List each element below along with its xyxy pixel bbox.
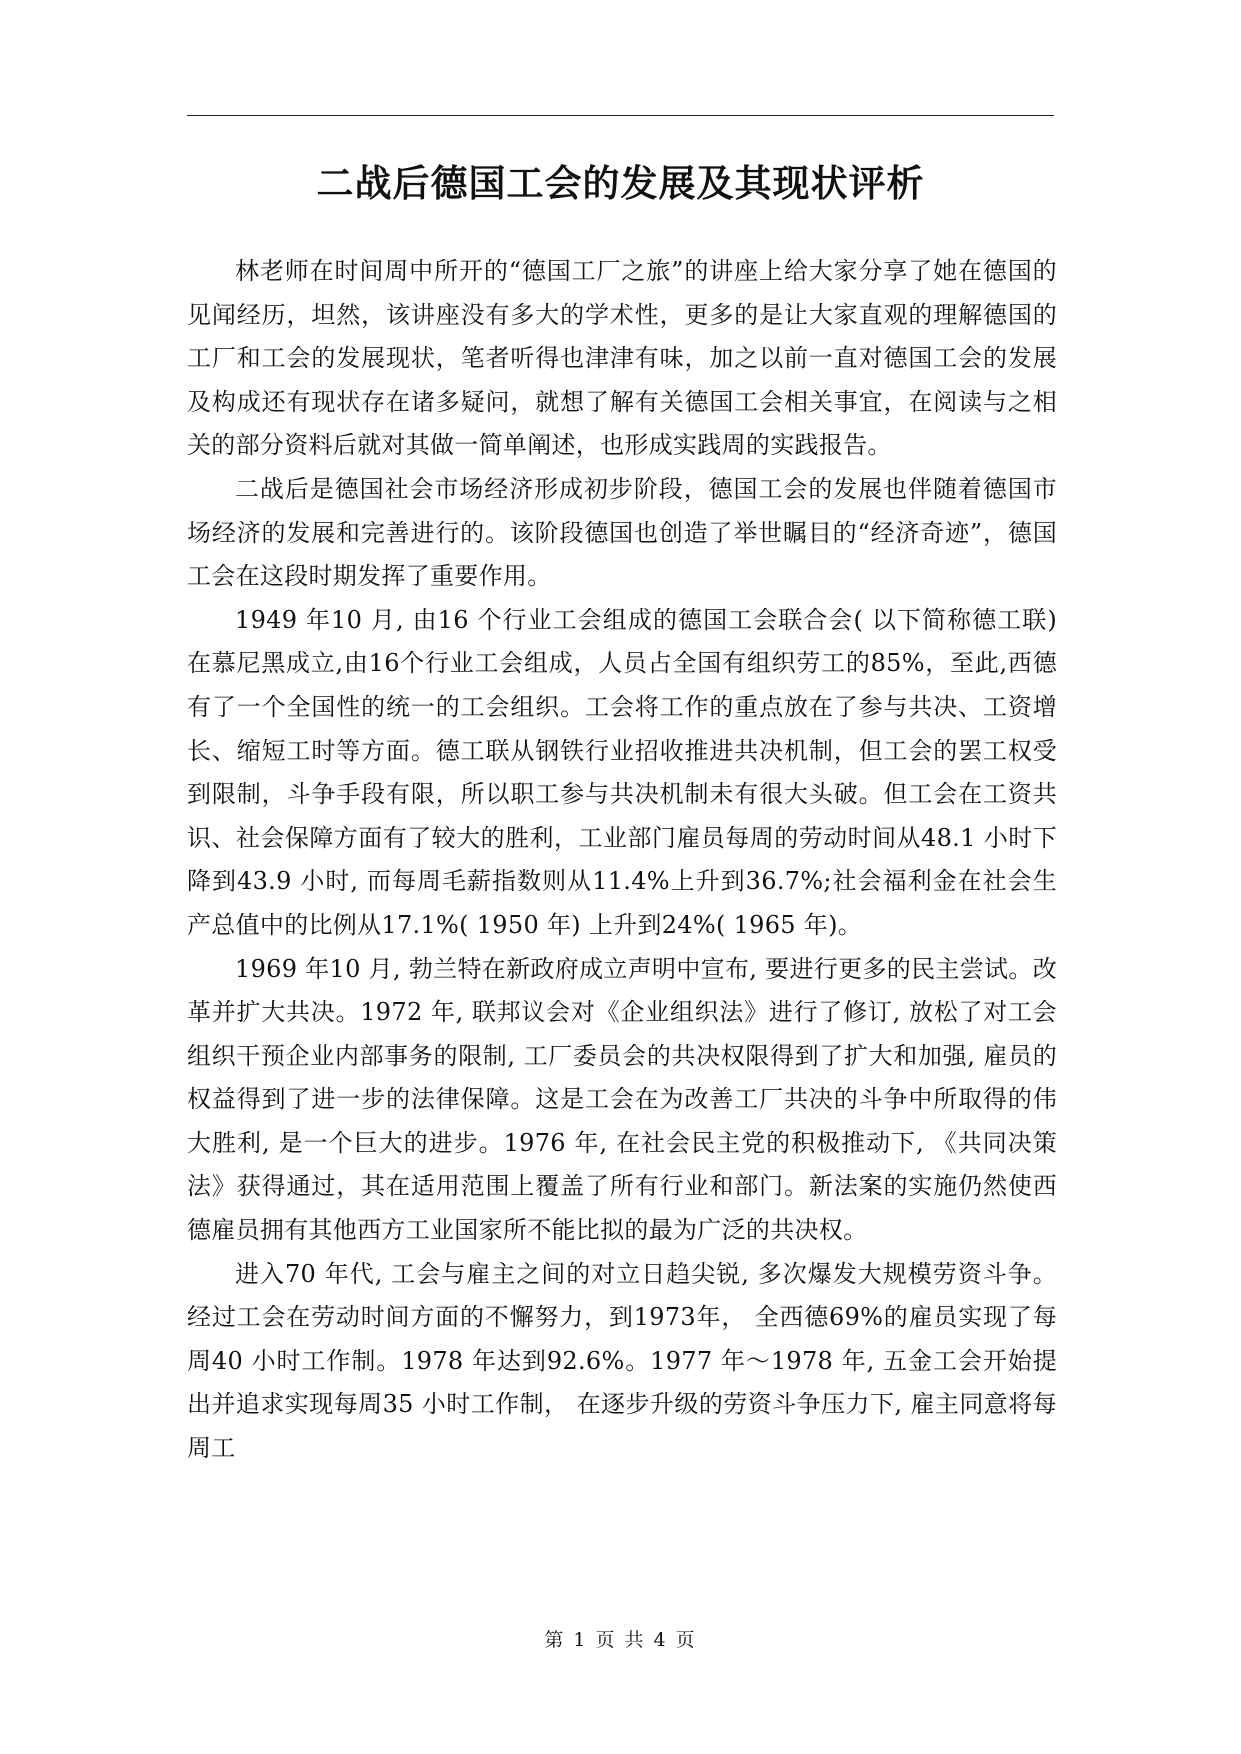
paragraph-2: 二战后是德国社会市场经济形成初步阶段，德国工会的发展也伴随着德国市场经济的发展和完善进行的。该阶段德国也创造了举世瞩目的“经济奇迹”，德国工会在这段时期发挥了重要作用。	[187, 474, 1057, 591]
page-footer: 第 1 页 共 4 页	[544, 1629, 697, 1651]
paragraph-3: 1949 年10 月, 由16 个行业工会组成的德国工会联合会( 以下简称德工联)在慕尼黑成立,由16个行业工会组成，人员占全国有组织劳工的85%，至此,西德有了一个全国性的统一的工会组织。工会将工作的重点放在了参与共决、工资增长、缩短工时等方面。德工联从钢铁行业招收推进共决机制，但工会的罢工权受到限制，斗争手段有限，所以职工参与共决机制未有很大头破。但工会在工资共识、社会保障方面有了较大的胜利，工业部门雇员每周的劳动时间从48.1 小时下降到43.9 小时, 而每周毛薪指数则从11.4%上升到36.7%;社会福利金在社会生产总值中的比例从17.1%( 1950 年) 上升到24%( 1965 年)。	[187, 605, 1057, 939]
page-title: 二战后德国工会的发展及其现状评析	[316, 161, 925, 205]
paragraph-4: 1969 年10 月, 勃兰特在新政府成立声明中宣布, 要进行更多的民主尝试。改革并扩大共决。1972 年, 联邦议会对《企业组织法》进行了修订, 放松了对工会组织干预企业内部事务的限制, 工厂委员会的共决权限得到了扩大和加强, 雇员的权益得到了进一步的法律保障。这是工会在为改善工厂共决的斗争中所取得的伟大胜利, 是一个巨大的进步。1976 年, 在社会民主党的积极推动下, 《共同决策法》获得通过，其在适用范围上覆盖了所有行业和部门。新法案的实施仍然使西德雇员拥有其他西方工业国家所不能比拟的最为广泛的共决权。	[187, 954, 1057, 1245]
document-body	[187, 250, 1057, 1471]
paragraph-1: 林老师在时间周中所开的“德国工厂之旅”的讲座上给大家分享了她在德国的见闻经历，坦然，该讲座没有多大的学术性，更多的是让大家直观的理解德国的工厂和工会的发展现状，笔者听得也津津有味，加之以前一直对德国工会的发展及构成还有现状存在诸多疑问，就想了解有关德国工会相关事宜，在阅读与之相关的部分资料后就对其做一简单阐述，也形成实践周的实践报告。	[187, 257, 1057, 460]
paragraph-5: 进入70 年代, 工会与雇主之间的对立日趋尖锐, 多次爆发大规模劳资斗争。经过工会在劳动时间方面的不懈努力，到1973年， 全西德69%的雇员实现了每周40 小时工作制。1978 年达到92.6%。1977 年～1978 年, 五金工会开始提出并追求实现每周35 小时工作制， 在逐步升级的劳资斗争压力下, 雇主同意将每周工	[187, 1259, 1057, 1463]
header-rule	[187, 115, 1054, 116]
